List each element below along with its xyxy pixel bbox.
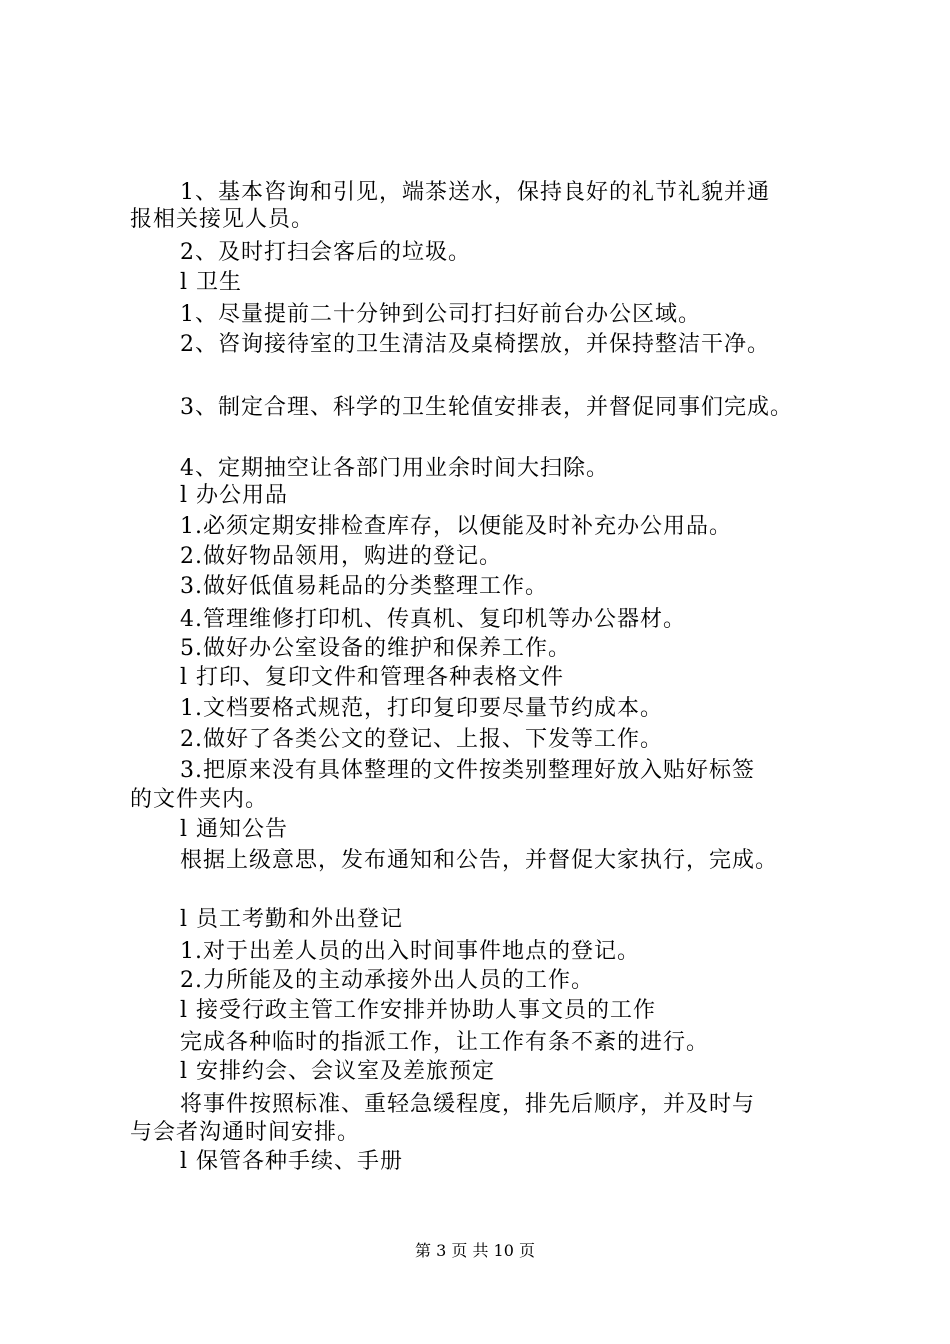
section-heading: l 办公用品 [180,483,289,508]
text-line: 与会者沟通时间安排。 [130,1120,361,1145]
text-line: 报相关接见人员。 [130,207,315,232]
text-line: 2、咨询接待室的卫生清洁及桌椅摆放，并保持整洁干净。 [180,332,770,357]
text-line: 2.做好了各类公文的登记、上报、下发等工作。 [180,727,663,752]
text-line: 2、及时打扫会客后的垃圾。 [180,240,471,265]
text-line: 1.文档要格式规范，打印复印要尽量节约成本。 [180,696,663,721]
text-line: 3.把原来没有具体整理的文件按类别整理好放入贴好标签 [180,758,755,783]
text-line: 4.管理维修打印机、传真机、复印机等办公器材。 [180,607,686,632]
text-line: 2.力所能及的主动承接外出人员的工作。 [180,968,594,993]
text-line: 1、尽量提前二十分钟到公司打扫好前台办公区域。 [180,302,701,327]
text-line: 完成各种临时的指派工作，让工作有条不紊的进行。 [180,1030,710,1055]
text-line: 根据上级意思，发布通知和公告，并督促大家执行，完成。 [180,848,779,873]
section-heading: l 卫生 [180,270,243,295]
section-heading: l 打印、复印文件和管理各种表格文件 [180,665,565,690]
text-line: 1.对于出差人员的出入时间事件地点的登记。 [180,939,640,964]
section-heading: l 员工考勤和外出登记 [180,907,404,932]
section-heading: l 安排约会、会议室及差旅预定 [180,1059,496,1084]
section-heading: l 保管各种手续、手册 [180,1149,404,1174]
text-line: 将事件按照标准、重轻急缓程度，排先后顺序，并及时与 [180,1092,756,1117]
text-line: 4、定期抽空让各部门用业余时间大扫除。 [180,456,609,481]
text-line: 1、基本咨询和引见，端茶送水，保持良好的礼节礼貌并通 [180,180,770,205]
text-line: 5.做好办公室设备的维护和保养工作。 [180,636,571,661]
text-line: 3.做好低值易耗品的分类整理工作。 [180,574,548,599]
section-heading: l 通知公告 [180,817,289,842]
text-line: 1.必须定期安排检查库存，以便能及时补充办公用品。 [180,514,732,539]
section-heading: l 接受行政主管工作安排并协助人事文员的工作 [180,998,657,1023]
text-line: 3、制定合理、科学的卫生轮值安排表，并督促同事们完成。 [180,395,793,420]
text-line: 2.做好物品领用，购进的登记。 [180,544,502,569]
text-line: 的文件夹内。 [130,787,269,812]
page-number-footer: 第 3 页 共 10 页 [415,1241,535,1260]
